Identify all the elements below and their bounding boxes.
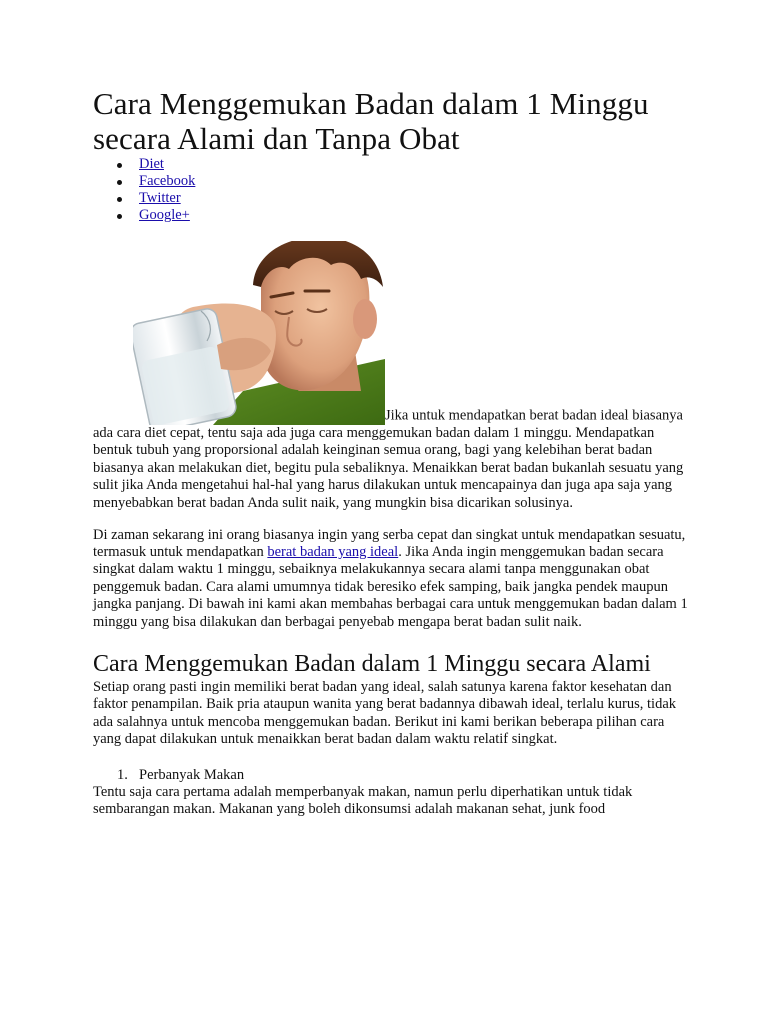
bullet-icon: [117, 214, 122, 219]
bullet-icon: [117, 197, 122, 202]
ideal-weight-link[interactable]: berat badan yang ideal: [267, 543, 399, 560]
share-link-google-plus[interactable]: Google+: [139, 207, 190, 223]
list-item: [93, 156, 693, 173]
list-item: [93, 207, 693, 224]
share-link-facebook[interactable]: Facebook: [139, 173, 196, 189]
steps-list: [93, 767, 693, 784]
section-heading: Cara Menggemukan Badan dalam 1 Minggu secara Alami: [93, 650, 651, 677]
bullet-icon: [117, 163, 122, 168]
paragraph-text: Di zaman sekarang ini orang biasanya ingin yang serba cepat dan singkat untuk mendapatkan sesuatu, termasuk untuk mendapatkan: [93, 526, 686, 560]
second-paragraph: [93, 527, 693, 631]
man-drinking-water-photo: [93, 241, 385, 425]
list-item: [93, 767, 693, 784]
step-paragraph: Tentu saja cara pertama adalah memperbanyak makan, namun perlu diperhatikan untuk tidak sembarangan makan. Makanan yang boleh dikonsumsi adalah makanan sehat, junk food: [93, 783, 633, 817]
list-item: [93, 173, 693, 190]
step-label: Perbanyak Makan: [139, 766, 245, 783]
article: [93, 86, 693, 818]
step-number: 1.: [117, 766, 128, 783]
paragraph-text: . Jika Anda ingin menggemukan badan secara singkat dalam waktu 1 minggu, sebaiknya melakukannya secara alami tanpa menggunakan obat penggemuk badan. Cara alami umumnya tidak beresiko efek samping, baik jangka pendek maupun jangka panjang. Di bawah ini kami akan membahas berbagai cara untuk menggemukan badan dalam 1 minggu yang bisa dilakukan dan berbagai penyebab mengapa berat badan sulit naik.: [93, 543, 688, 630]
page-title: Cara Menggemukan Badan dalam 1 Minggu secara Alami dan Tanpa Obat: [93, 86, 649, 156]
list-item: [93, 190, 693, 207]
bullet-icon: [117, 180, 122, 185]
tag-list: [93, 156, 693, 173]
intro-text: Jika untuk mendapatkan berat badan ideal biasanya ada cara diet cepat, tentu saja ada juga cara menggemukan badan dalam 1 minggu. Mendapatkan bentuk tubuh yang proporsional adalah keinginan semua orang, bagi yang kelebihan berat badan biasanya akan melakukan diet, begitu pula sebaliknya. Menaikkan berat badan bukanlah sesuatu yang sulit jika Anda mengetahui hal-hal yang harus dilakukan untuk mencapainya dan juga apa saja yang menyebabkan berat badan Anda sulit naik, yang mungkin bisa dicarikan solusinya.: [93, 407, 684, 511]
tag-link-diet[interactable]: Diet: [139, 156, 164, 172]
share-link-twitter[interactable]: Twitter: [139, 190, 181, 206]
share-list: [93, 173, 693, 224]
intro-paragraph: [93, 241, 693, 512]
section-paragraph: Setiap orang pasti ingin memiliki berat badan yang ideal, salah satunya karena faktor kesehatan dan faktor penampilan. Baik pria ataupun wanita yang berat badannya dibawah ideal, terlalu kurus, tidak ada salahnya untuk mencoba menggemukan badan. Berikut ini kami berikan beberapa pilihan cara yang dapat dilakukan untuk menaikkan berat badan dalam waktu relatif singkat.: [93, 678, 677, 748]
